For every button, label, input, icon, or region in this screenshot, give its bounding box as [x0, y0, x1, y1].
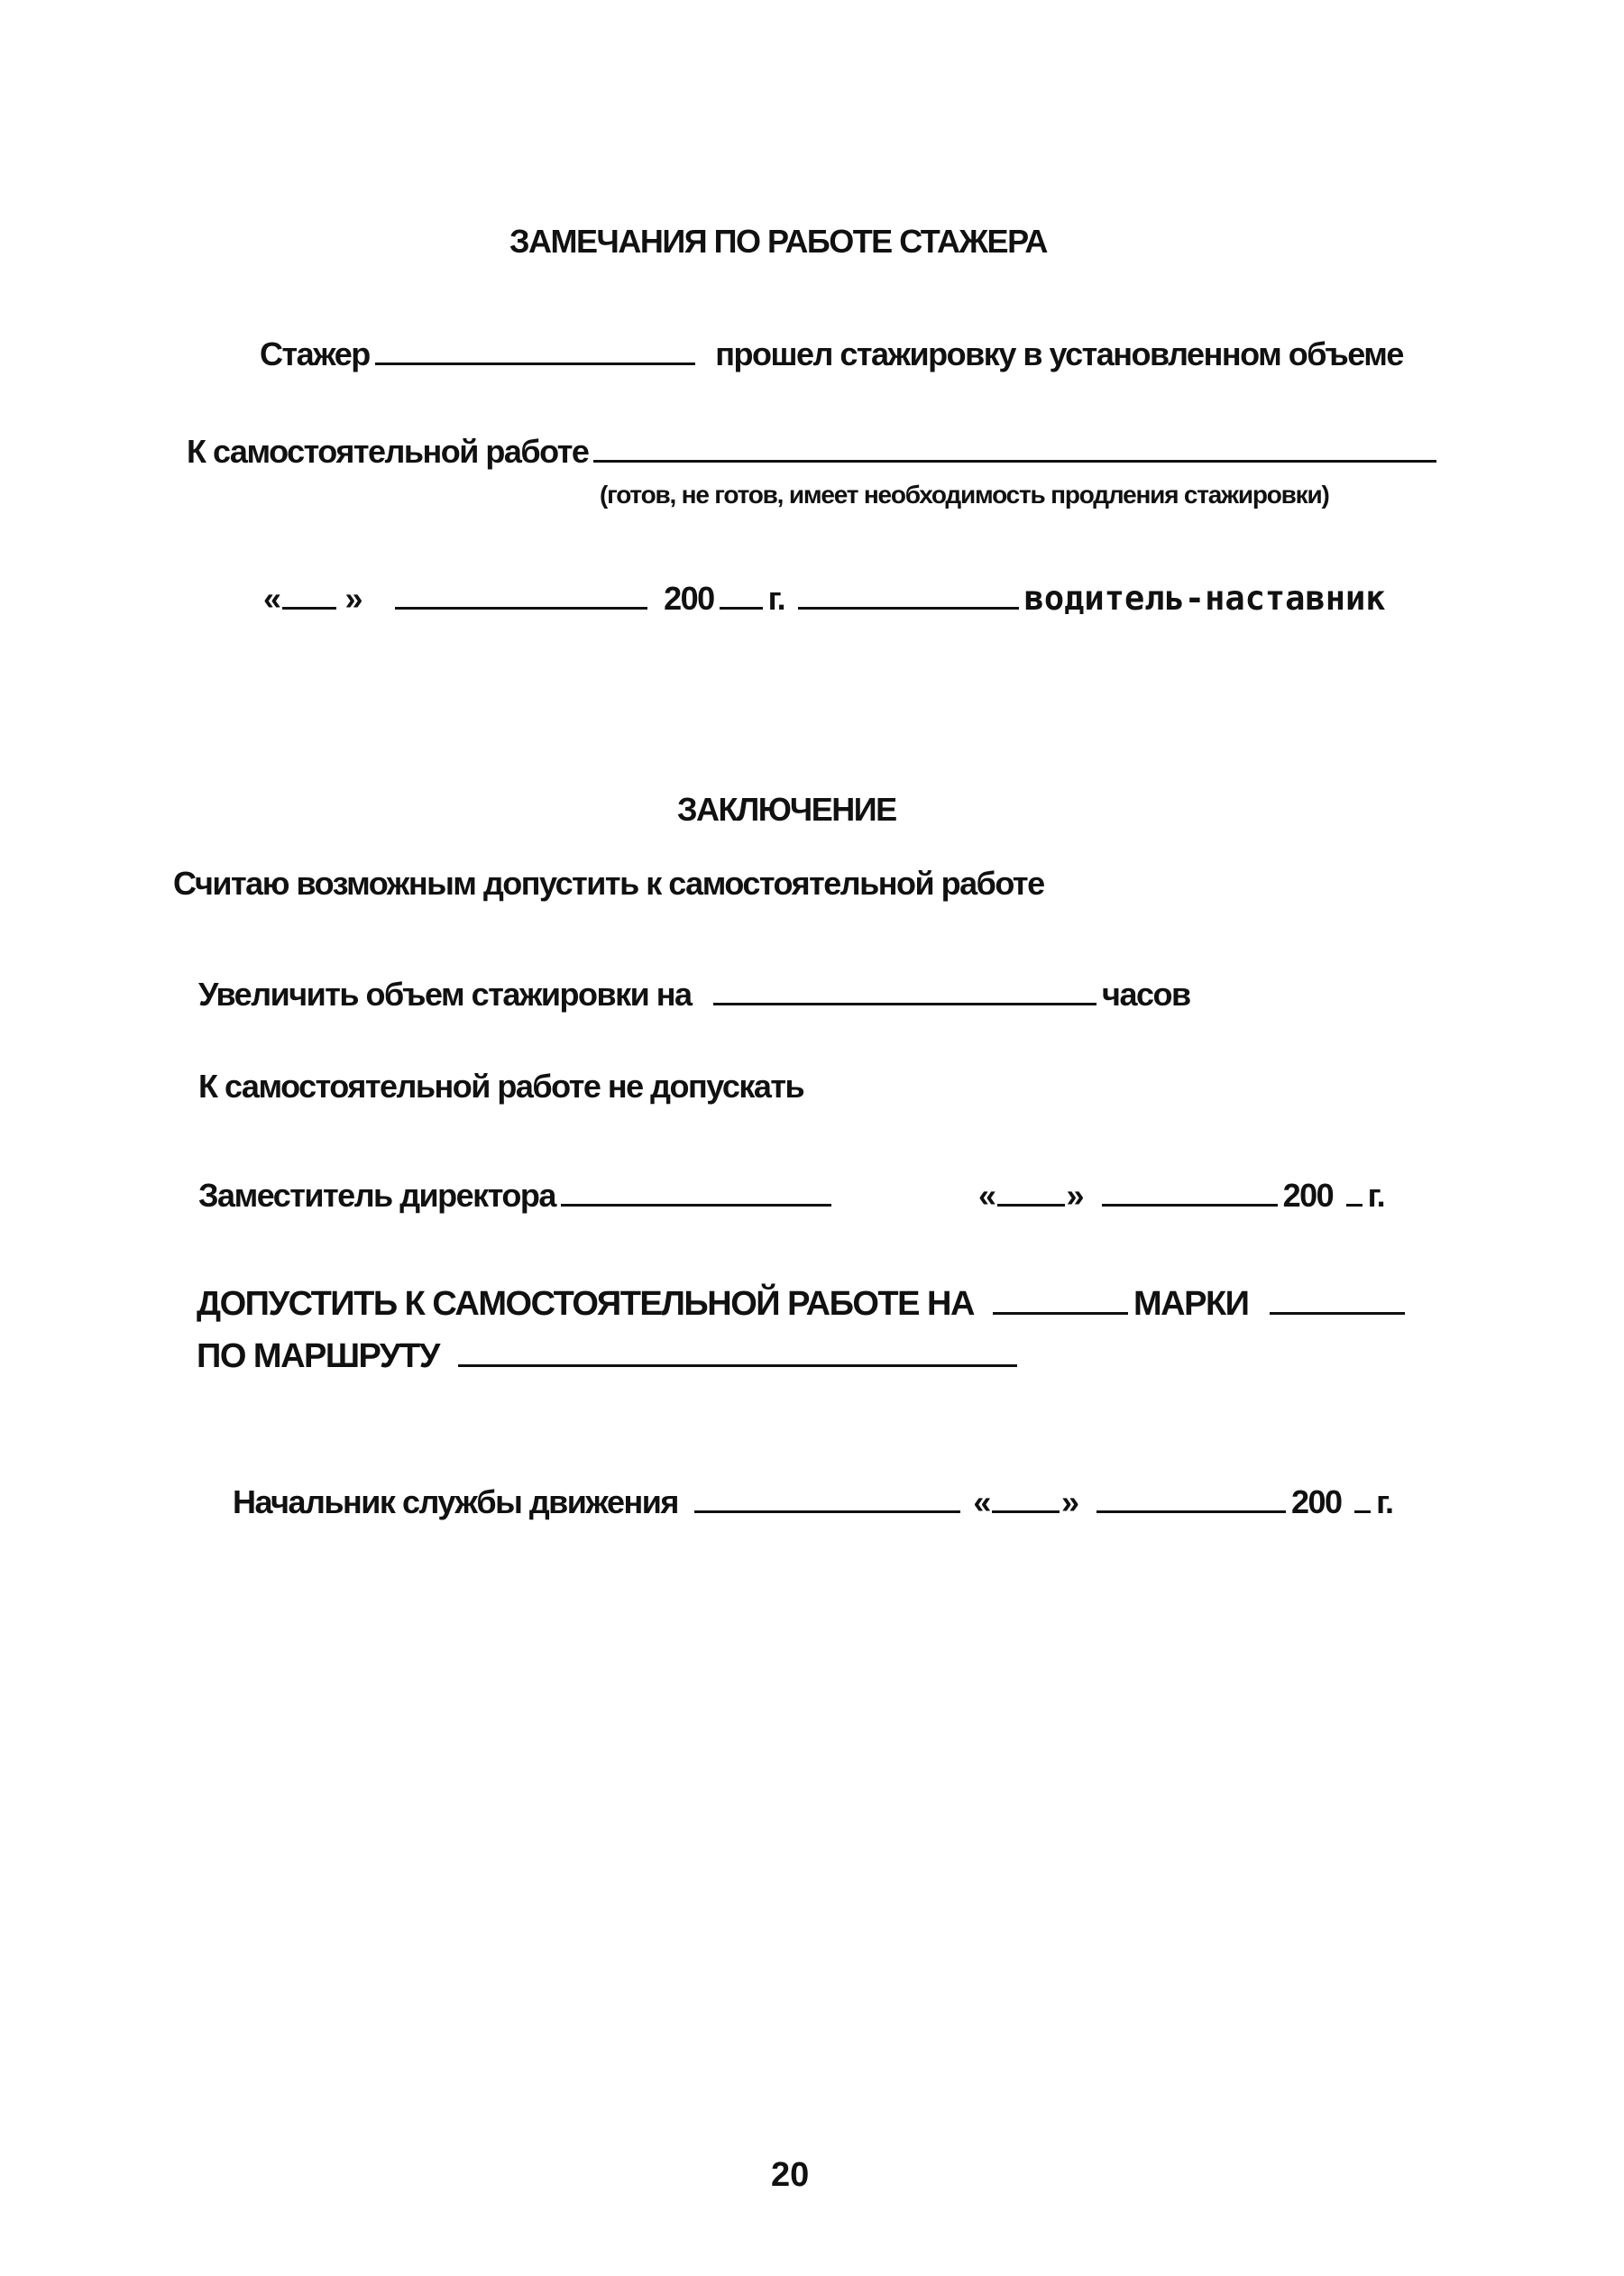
- page-number: [771, 2158, 809, 2192]
- extend-hours-field[interactable]: [713, 976, 1096, 1005]
- admit-row: [197, 1285, 1410, 1321]
- deputy-close-quote: »: [1066, 1177, 1084, 1214]
- trainee-text: прошел стажировку в установленном объеме: [715, 335, 1403, 372]
- chief-open-quote: «: [973, 1483, 990, 1520]
- deputy-signature-field[interactable]: [561, 1177, 831, 1207]
- admit-label: ДОПУСТИТЬ К САМОСТОЯТЕЛЬНОЙ РАБОТЕ НА: [197, 1285, 974, 1323]
- heading-text: ЗАМЕЧАНИЯ ПО РАБОТЕ СТАЖЕРА: [509, 223, 1047, 260]
- trainee-label: Стажер: [260, 335, 370, 372]
- deputy-open-quote: «: [978, 1177, 996, 1214]
- deputy-date-row: [978, 1177, 1384, 1212]
- deputy-label: Заместитель директора: [198, 1177, 555, 1214]
- mentor-role: водитель-наставник: [1023, 579, 1386, 618]
- admit-brand-label: МАРКИ: [1133, 1285, 1249, 1323]
- chief-close-quote: »: [1060, 1483, 1078, 1520]
- route-label: ПО МАРШРУТУ: [197, 1337, 439, 1375]
- date-close-quote: »: [344, 580, 362, 617]
- trainee-name-field[interactable]: [375, 335, 695, 365]
- chief-year-field[interactable]: [1354, 1483, 1371, 1513]
- deputy-signature-row: [198, 1177, 837, 1212]
- chief-signature-field[interactable]: [694, 1483, 960, 1513]
- readiness-row: [187, 433, 1442, 468]
- date-open-quote: «: [263, 580, 280, 617]
- option-extend-row: [198, 976, 1190, 1011]
- readiness-label: К самостоятельной работе: [187, 433, 589, 470]
- deputy-day-field[interactable]: [997, 1177, 1065, 1207]
- deputy-year-field[interactable]: [1346, 1177, 1363, 1207]
- option-extend-unit: часов: [1102, 976, 1190, 1013]
- readiness-field[interactable]: [593, 433, 1436, 463]
- route-row: [197, 1337, 1023, 1373]
- date-day-field[interactable]: [282, 580, 336, 610]
- chief-year-suffix: г.: [1376, 1483, 1393, 1520]
- chief-month-field[interactable]: [1096, 1483, 1286, 1513]
- year-suffix: г.: [767, 580, 785, 617]
- trainee-row: [260, 335, 1403, 371]
- page-number-text: 20: [771, 2156, 810, 2194]
- section-heading-remarks: [509, 225, 1047, 258]
- deputy-month-field[interactable]: [1102, 1177, 1278, 1207]
- option-allow: Считаю возможным допустить к самостоятельной работе: [173, 865, 1044, 902]
- option-extend-label: Увеличить объем стажировки на: [198, 976, 692, 1013]
- chief-label: Начальник службы движения: [233, 1483, 678, 1520]
- year-prefix: 200: [664, 580, 714, 617]
- conclusion-heading-text: ЗАКЛЮЧЕНИЕ: [677, 791, 896, 828]
- mentor-signature-row: [263, 579, 1386, 618]
- readiness-hint: (готов, не готов, имеет необходимость продления стажировки): [600, 481, 1329, 509]
- admit-brand-field[interactable]: [1270, 1285, 1405, 1315]
- deputy-year-prefix: 200: [1282, 1177, 1334, 1214]
- chief-year-prefix: 200: [1290, 1483, 1342, 1520]
- section-heading-conclusion: [677, 791, 896, 828]
- route-field[interactable]: [458, 1337, 1017, 1367]
- date-month-field[interactable]: [395, 580, 647, 610]
- option-deny-row: [198, 1070, 803, 1103]
- readiness-hint-row: [600, 482, 1329, 508]
- chief-signature-row: [233, 1483, 1392, 1519]
- year-field[interactable]: [720, 580, 763, 610]
- option-allow-row: [173, 867, 1044, 900]
- deputy-year-suffix: г.: [1367, 1177, 1385, 1214]
- admit-vehicle-field[interactable]: [993, 1285, 1128, 1315]
- option-deny: К самостоятельной работе не допускать: [198, 1068, 804, 1105]
- chief-day-field[interactable]: [992, 1483, 1060, 1513]
- mentor-signature-field[interactable]: [798, 580, 1019, 610]
